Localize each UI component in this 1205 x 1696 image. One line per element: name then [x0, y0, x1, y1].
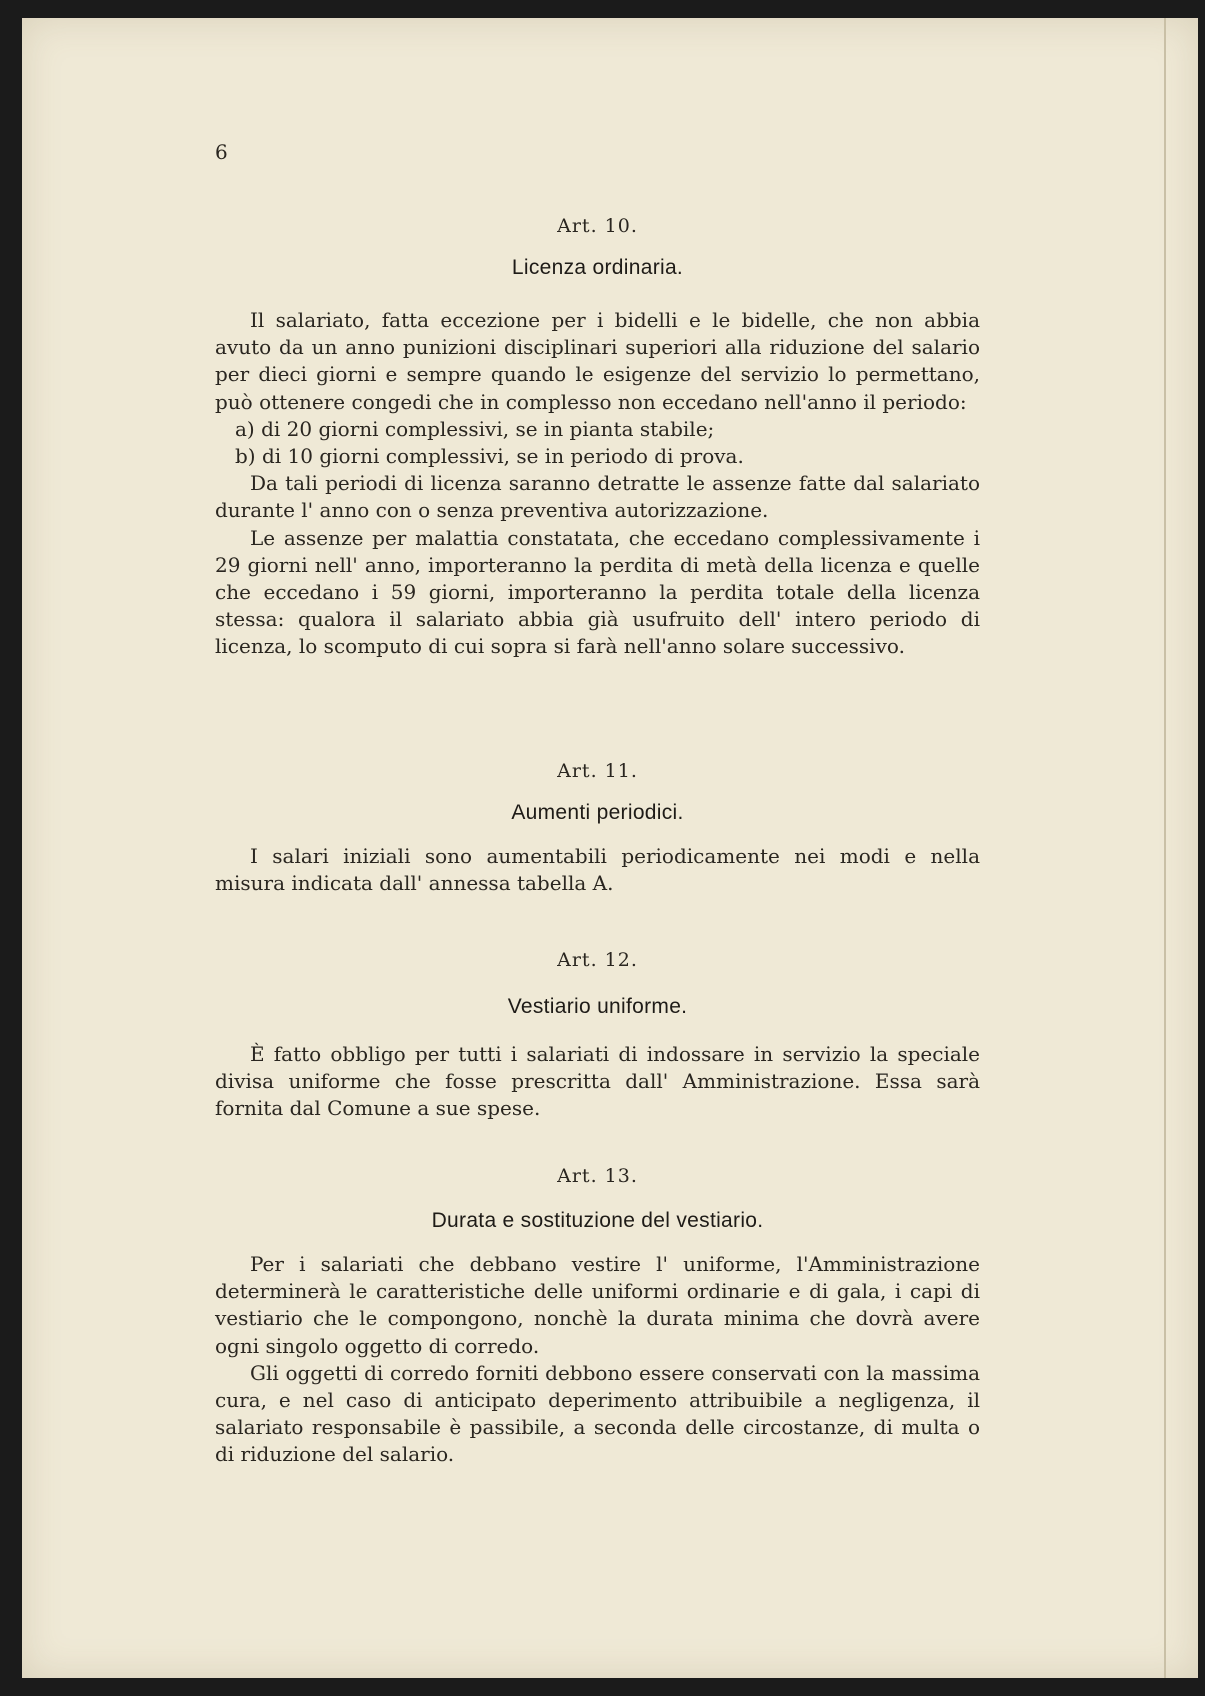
article-title: Aumenti periodici.	[511, 801, 684, 824]
paragraph: Da tali periodi di licenza saranno detratte le assenze fatte dal salariato durante l' anno con o senza preventiva autorizzazione.	[215, 471, 980, 523]
article-13	[215, 1165, 980, 1469]
article-12	[215, 949, 980, 1123]
article-11	[215, 760, 980, 897]
article-number: Art. 12.	[557, 949, 638, 971]
article-title: Vestiario uniforme.	[507, 995, 688, 1018]
article-title: Licenza ordinaria.	[511, 256, 684, 279]
article-number: Art. 13.	[557, 1165, 638, 1187]
paragraph: Per i salariati che debbano vestire l' uniforme, l'Amministrazione determinerà le caratteristiche delle uniformi ordinarie e di gala, i capi di vestiario che le compongono, nonchè la durata minima che dovrà avere ogni singolo oggetto di corredo.	[215, 1252, 980, 1358]
list-item: b) di 10 giorni complessivi, se in periodo di prova.	[235, 444, 744, 469]
paragraph: Gli oggetti di corredo forniti debbono essere conservati con la massima cura, e nel caso di anticipato deperimento attribuibile a negligenza, il salariato responsabile è passibile, a seconda delle circostanze, di multa o di riduzione del salario.	[215, 1360, 980, 1467]
paragraph: Le assenze per malattia constatata, che eccedano complessivamente i 29 giorni nell' anno, importeranno la perdita di metà della licenza e quelle che eccedano i 59 giorni, importeranno la perdita totale della licenza stessa: qualora il salariato abbia già usufruito dell' intero periodo di licenza, lo scomputo di cui sopra si farà nell'anno solare successivo.	[215, 525, 980, 659]
paragraph: I salari iniziali sono aumentabili periodicamente nei modi e nella misura indicata dall' annessa tabella A.	[215, 844, 980, 896]
paragraph: È fatto obbligo per tutti i salariati di indossare in servizio la speciale divisa uniforme che fosse prescritta dall' Amministrazione. Essa sarà fornita dal Comune a sue spese.	[215, 1042, 980, 1121]
list-item: a) di 20 giorni complessivi, se in pianta stabile;	[235, 416, 715, 441]
article-number: Art. 10.	[557, 215, 638, 237]
article-title: Durata e sostituzione del vestiario.	[431, 1209, 764, 1232]
article-number: Art. 11.	[557, 760, 638, 782]
article-10	[215, 215, 980, 661]
paragraph: Il salariato, fatta eccezione per i bidelli e le bidelle, che non abbia avuto da un anno punizioni disciplinari superiori alla riduzione del salario per dieci giorni e sempre quando le esigenze del servizio lo permettano, può ottenere congedi che in complesso non eccedano nell'anno il periodo:	[215, 308, 980, 414]
page-number: 6	[215, 140, 228, 164]
page-fold	[1164, 18, 1166, 1678]
